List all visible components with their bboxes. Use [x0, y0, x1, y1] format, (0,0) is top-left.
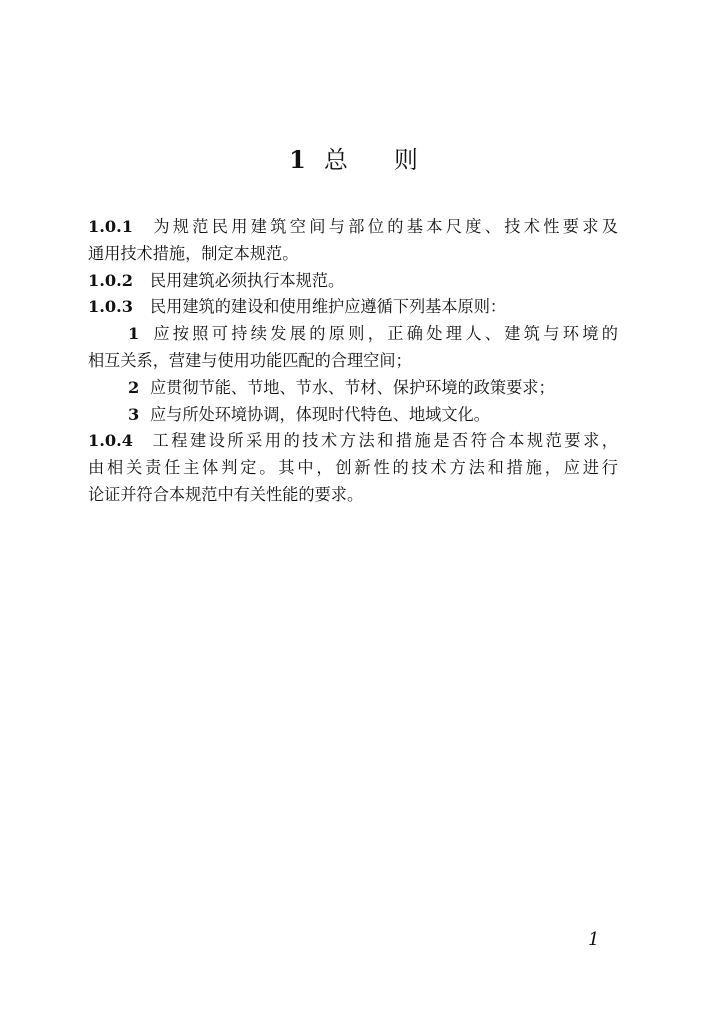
chapter-title [0, 143, 707, 177]
clause-1-0-4-line-2 [88, 455, 618, 482]
clause-number: 1.0.2 [88, 270, 134, 290]
item-text: 应按照可持续发展的原则，正确处理人、建筑与环境的 [150, 324, 618, 344]
clause-1-0-4-line-1 [88, 428, 618, 455]
page-number: 1 [588, 929, 600, 950]
item-number: 3 [128, 404, 140, 424]
clause-1-0-3-line-1 [88, 294, 618, 321]
chapter-title-char-1: 总 [323, 146, 348, 174]
clause-number: 1.0.3 [88, 297, 134, 317]
item-2-line-1 [88, 375, 618, 402]
clause-text: 由相关责任主体判定。其中，创新性的技术方法和措施，应进行 [88, 458, 618, 478]
clause-text: 民用建筑的建设和使用维护应遵循下列基本原则： [150, 297, 507, 317]
chapter-body [88, 214, 618, 509]
item-number: 2 [128, 377, 140, 397]
clause-1-0-4-line-3 [88, 482, 618, 509]
item-text: 相互关系，营建与使用功能匹配的合理空间； [88, 350, 412, 370]
clause-text: 通用技术措施，制定本规范。 [88, 243, 299, 263]
item-3-line-1 [88, 402, 618, 429]
clause-1-0-1-line-1 [88, 214, 618, 241]
clause-text: 论证并符合本规范中有关性能的要求。 [88, 484, 364, 504]
item-number: 1 [128, 324, 140, 344]
clause-text: 工程建设所采用的技术方法和措施是否符合本规范要求， [150, 431, 618, 451]
clause-text: 民用建筑必须执行本规范。 [150, 270, 345, 290]
item-1-line-2 [88, 348, 618, 375]
chapter-title-char-2: 则 [393, 146, 418, 174]
clause-text: 为规范民用建筑空间与部位的基本尺度、技术性要求及 [150, 217, 618, 236]
clause-1-0-1-line-2 [88, 241, 618, 268]
clause-number: 1.0.1 [88, 217, 134, 236]
item-1-line-1 [88, 321, 618, 348]
clause-1-0-2-line-1 [88, 268, 618, 295]
item-text: 应与所处环境协调，体现时代特色、地域文化。 [150, 404, 490, 424]
item-text: 应贯彻节能、节地、节水、节材、保护环境的政策要求； [150, 377, 555, 397]
chapter-number: 1 [289, 145, 306, 174]
clause-number: 1.0.4 [88, 431, 134, 451]
